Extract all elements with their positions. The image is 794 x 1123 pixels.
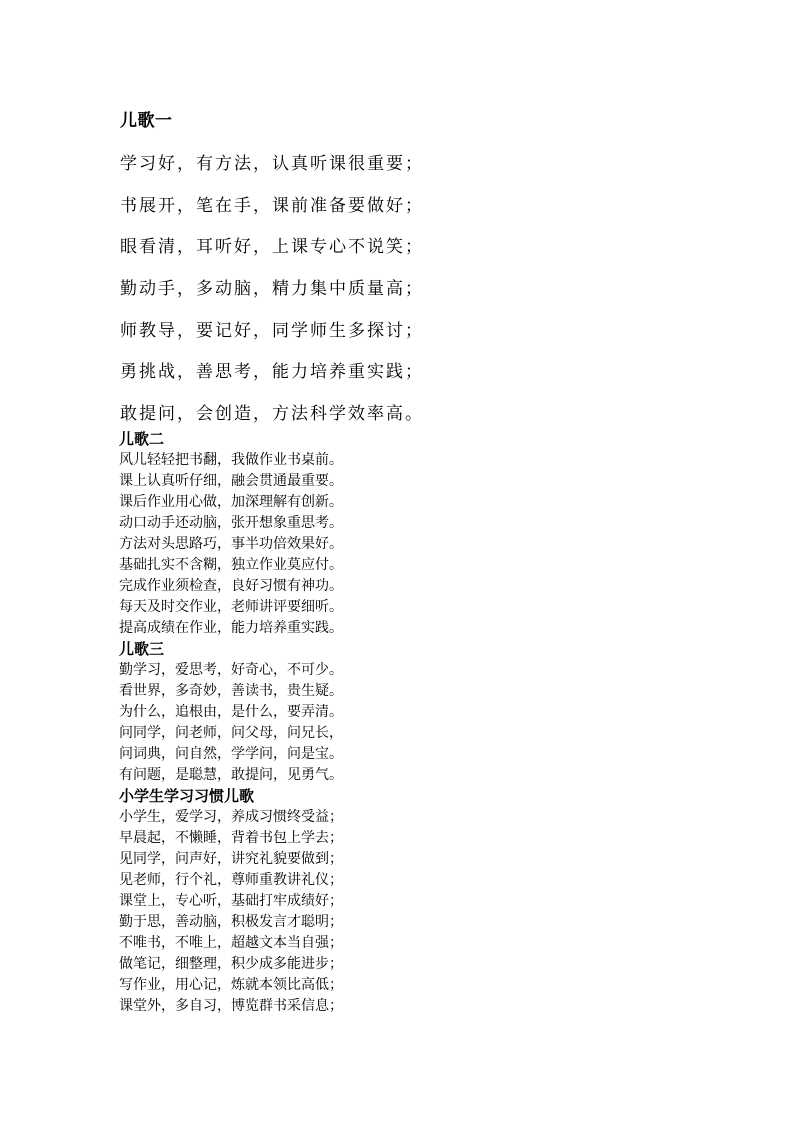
poem-line: 问同学，问老师，问父母，问兄长，: [119, 725, 343, 741]
poem-line: 有问题，是聪慧，敢提问，见勇气。: [119, 767, 343, 783]
poem-line: 方法对头思路巧，事半功倍效果好。: [119, 536, 343, 552]
poem-line: 看世界，多奇妙，善读书，贵生疑。: [119, 683, 343, 699]
poem-line: 勤学习，爱思考，好奇心，不可少。: [119, 662, 343, 678]
poem-line: 课堂外，多自习，博览群书采信息；: [119, 998, 343, 1014]
section-title-3: 儿歌三: [119, 640, 165, 658]
poem-line: 见老师，行个礼，尊师重教讲礼仪；: [119, 872, 343, 888]
poem-line: 不唯书，不唯上，超越文本当自强；: [119, 935, 343, 951]
poem-line: 小学生，爱学习，养成习惯终受益；: [119, 809, 343, 825]
poem-line: 早晨起，不懒睡，背着书包上学去；: [119, 830, 343, 846]
poem-line: 眼看清，耳听好，上课专心不说笑；: [120, 237, 424, 257]
poem-line: 勤于思，善动脑，积极发言才聪明；: [119, 914, 343, 930]
poem-line: 勇挑战，善思考，能力培养重实践；: [120, 362, 424, 382]
poem-line: 学习好，有方法，认真听课很重要；: [120, 154, 424, 174]
poem-line: 动口动手还动脑，张开想象重思考。: [119, 515, 343, 531]
section-title-4: 小学生学习习惯儿歌: [119, 787, 255, 805]
poem-line: 课后作业用心做，加深理解有创新。: [119, 494, 343, 510]
poem-line: 敢提问，会创造，方法科学效率高。: [120, 404, 424, 424]
poem-sections-block: [119, 429, 343, 1017]
poem-line: 提高成绩在作业，能力培养重实践。: [119, 620, 343, 636]
poem-line: 完成作业须检查，良好习惯有神功。: [119, 578, 343, 594]
poem-line: 见同学，问声好，讲究礼貌要做到；: [119, 851, 343, 867]
poem-line: 基础扎实不含糊，独立作业莫应付。: [119, 557, 343, 573]
poem-line: 书展开，笔在手，课前准备要做好；: [120, 196, 424, 216]
poem-line: 为什么，追根由，是什么，要弄清。: [119, 704, 343, 720]
poem-line: 风儿轻轻把书翻，我做作业书桌前。: [119, 452, 343, 468]
poem-line: 课堂上，专心听，基础打牢成绩好；: [119, 893, 343, 909]
section-title-1: 儿歌一: [120, 111, 173, 131]
poem-line: 师教导，要记好，同学师生多探讨；: [120, 321, 424, 341]
poem-line: 做笔记，细整理，积少成多能进步；: [119, 956, 343, 972]
poem-line: 问词典，问自然，学学问，问是宝。: [119, 746, 343, 762]
section-title-2: 儿歌二: [119, 430, 165, 448]
poem-line: 写作业，用心记，炼就本领比高低；: [119, 977, 343, 993]
poem-line: 勤动手，多动脑，精力集中质量高；: [120, 279, 424, 299]
poem-line: 每天及时交作业，老师讲评要细听。: [119, 599, 343, 615]
poem-line: 课上认真听仔细，融会贯通最重要。: [119, 473, 343, 489]
